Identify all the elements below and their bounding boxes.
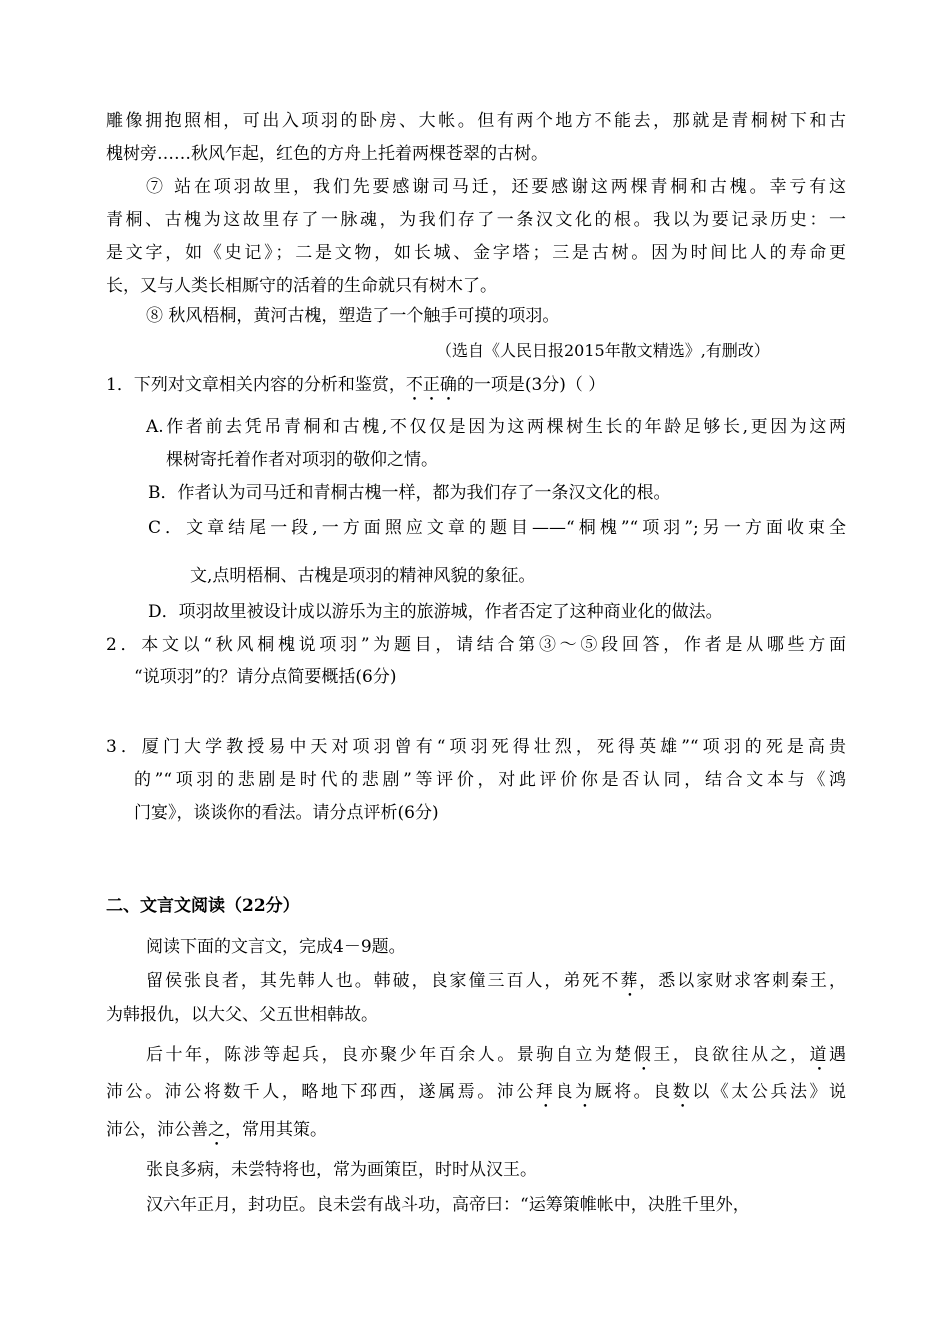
question-3-line: 门宴》，谈谈你的看法。请分点评析(6分) (134, 803, 439, 823)
classical-text-segment: 王，良欲往从之， (653, 1045, 810, 1065)
emphasized-char: 确 (439, 375, 457, 395)
option-c-line: 文,点明梧桐、古槐是项羽的精神风貌的象征。 (190, 566, 536, 586)
classical-text-segment: ，悉以家财求客刺秦王， (639, 971, 847, 991)
source-citation: （选自《人民日报2015年散文精选》,有删改） (436, 341, 770, 360)
passage-line: 槐树旁……秋风乍起，红色的方舟上托着两棵苍翠的古树。 (106, 144, 548, 164)
question-2-line: “说项羽”的？请分点简要概括(6分) (134, 667, 397, 687)
paragraph-8: ⑧ 秋风梧桐，黄河古槐，塑造了一个触手可摸的项羽。 (146, 306, 560, 326)
classical-text-segment: 厩将。良 (594, 1082, 673, 1102)
classical-text-segment: 留侯张良者，其先韩人也。韩破，良家僮三百人，弟死不 (146, 971, 621, 991)
option-a-line: A.作者前去凭吊青桐和古槐,不仅仅是因为这两棵树生长的年龄足够长,更因为这两 (146, 417, 846, 437)
emphasized-char: 假 (633, 1045, 654, 1065)
emphasized-char: 拜 (535, 1082, 556, 1102)
emphasized-char: 数 (672, 1082, 693, 1102)
question-3-line: 的”“项羽的悲剧是时代的悲剧”等评价，对此评价你是否认同，结合文本与《鸿 (134, 770, 846, 790)
passage-line: 雕像拥抱照相，可出入项羽的卧房、大帐。但有两个地方不能去，那就是青桐树下和古 (106, 111, 846, 131)
classical-text-line: 张良多病，未尝特将也，常为画策臣，时时从汉王。 (146, 1160, 537, 1180)
classical-text-segment: ，常用其策。 (225, 1120, 327, 1140)
classical-text-line (146, 1042, 846, 1075)
classical-text-segment: 良 (555, 1082, 575, 1102)
classical-text-line: 汉六年正月，封功臣。良未尝有战斗功，高帝曰：“运筹策帷帐中，决胜千里外， (146, 1195, 750, 1215)
paragraph-7-line: ⑦ 站在项羽故里，我们先要感谢司马迁，还要感谢这两棵青桐和古槐。幸亏有这 (146, 177, 846, 197)
paragraph-7-line: 是文字，如《史记》；二是文物，如长城、金字塔；三是古树。因为时间比人的寿命更 (106, 243, 846, 263)
paragraph-7-line: 长，又与人类长相厮守的活着的生命就只有树木了。 (106, 276, 497, 296)
question-3-line: 3．厦门大学教授易中天对项羽曾有“项羽死得壮烈，死得英雄”“项羽的死是高贵 (106, 737, 846, 757)
question-1-stem-text: 的一项是(3分)（ ） (456, 375, 606, 395)
option-d: D．项羽故里被设计成以游乐为主的旅游城，作者否定了这种商业化的做法。 (148, 602, 723, 622)
classical-text-line: 为韩报仇，以大父、父五世相韩故。 (106, 1005, 378, 1025)
question-1-stem-text: 1．下列对文章相关内容的分析和鉴赏， (106, 375, 406, 395)
emphasized-char: 为 (574, 1082, 595, 1102)
classical-text-line (106, 1079, 846, 1112)
classical-text-line (146, 968, 846, 1001)
section-intro: 阅读下面的文言文，完成4－9题。 (146, 937, 406, 957)
paragraph-7-line: 青桐、古槐为这故里存了一脉魂，为我们存了一条汉文化的根。我以为要记录历史：一 (106, 210, 846, 230)
option-b: B．作者认为司马迁和青桐古槐一样，都为我们存了一条汉文化的根。 (148, 483, 671, 503)
emphasized-char: 道 (809, 1045, 830, 1065)
classical-text-segment: 后十年，陈涉等起兵，良亦聚少年百余人。景驹自立为楚 (146, 1045, 634, 1065)
emphasized-char: 正 (422, 375, 440, 395)
option-c-line: C．文章结尾一段,一方面照应文章的题目——“桐槐”“项羽”;另一方面收束全 (148, 518, 846, 538)
section-heading: 二、文言文阅读（22分） (106, 896, 300, 916)
classical-text-segment: 以《太公兵法》说 (692, 1082, 847, 1102)
classical-text-segment: 沛公。沛公将数千人，略地下邳西，遂属焉。沛公 (106, 1082, 536, 1102)
classical-text-segment: 沛公，沛公善 (106, 1120, 208, 1140)
option-a-line: 棵树寄托着作者对项羽的敬仰之情。 (166, 450, 438, 470)
emphasized-char: 葬 (620, 971, 640, 991)
question-1-stem (106, 372, 605, 405)
classical-text-segment: 遇 (829, 1045, 847, 1065)
classical-text-line (106, 1117, 327, 1150)
emphasized-char: 不 (405, 375, 423, 395)
emphasized-char: 之 (208, 1120, 225, 1140)
question-2-line: 2．本文以“秋风桐槐说项羽”为题目，请结合第③～⑤段回答，作者是从哪些方面 (106, 635, 846, 655)
